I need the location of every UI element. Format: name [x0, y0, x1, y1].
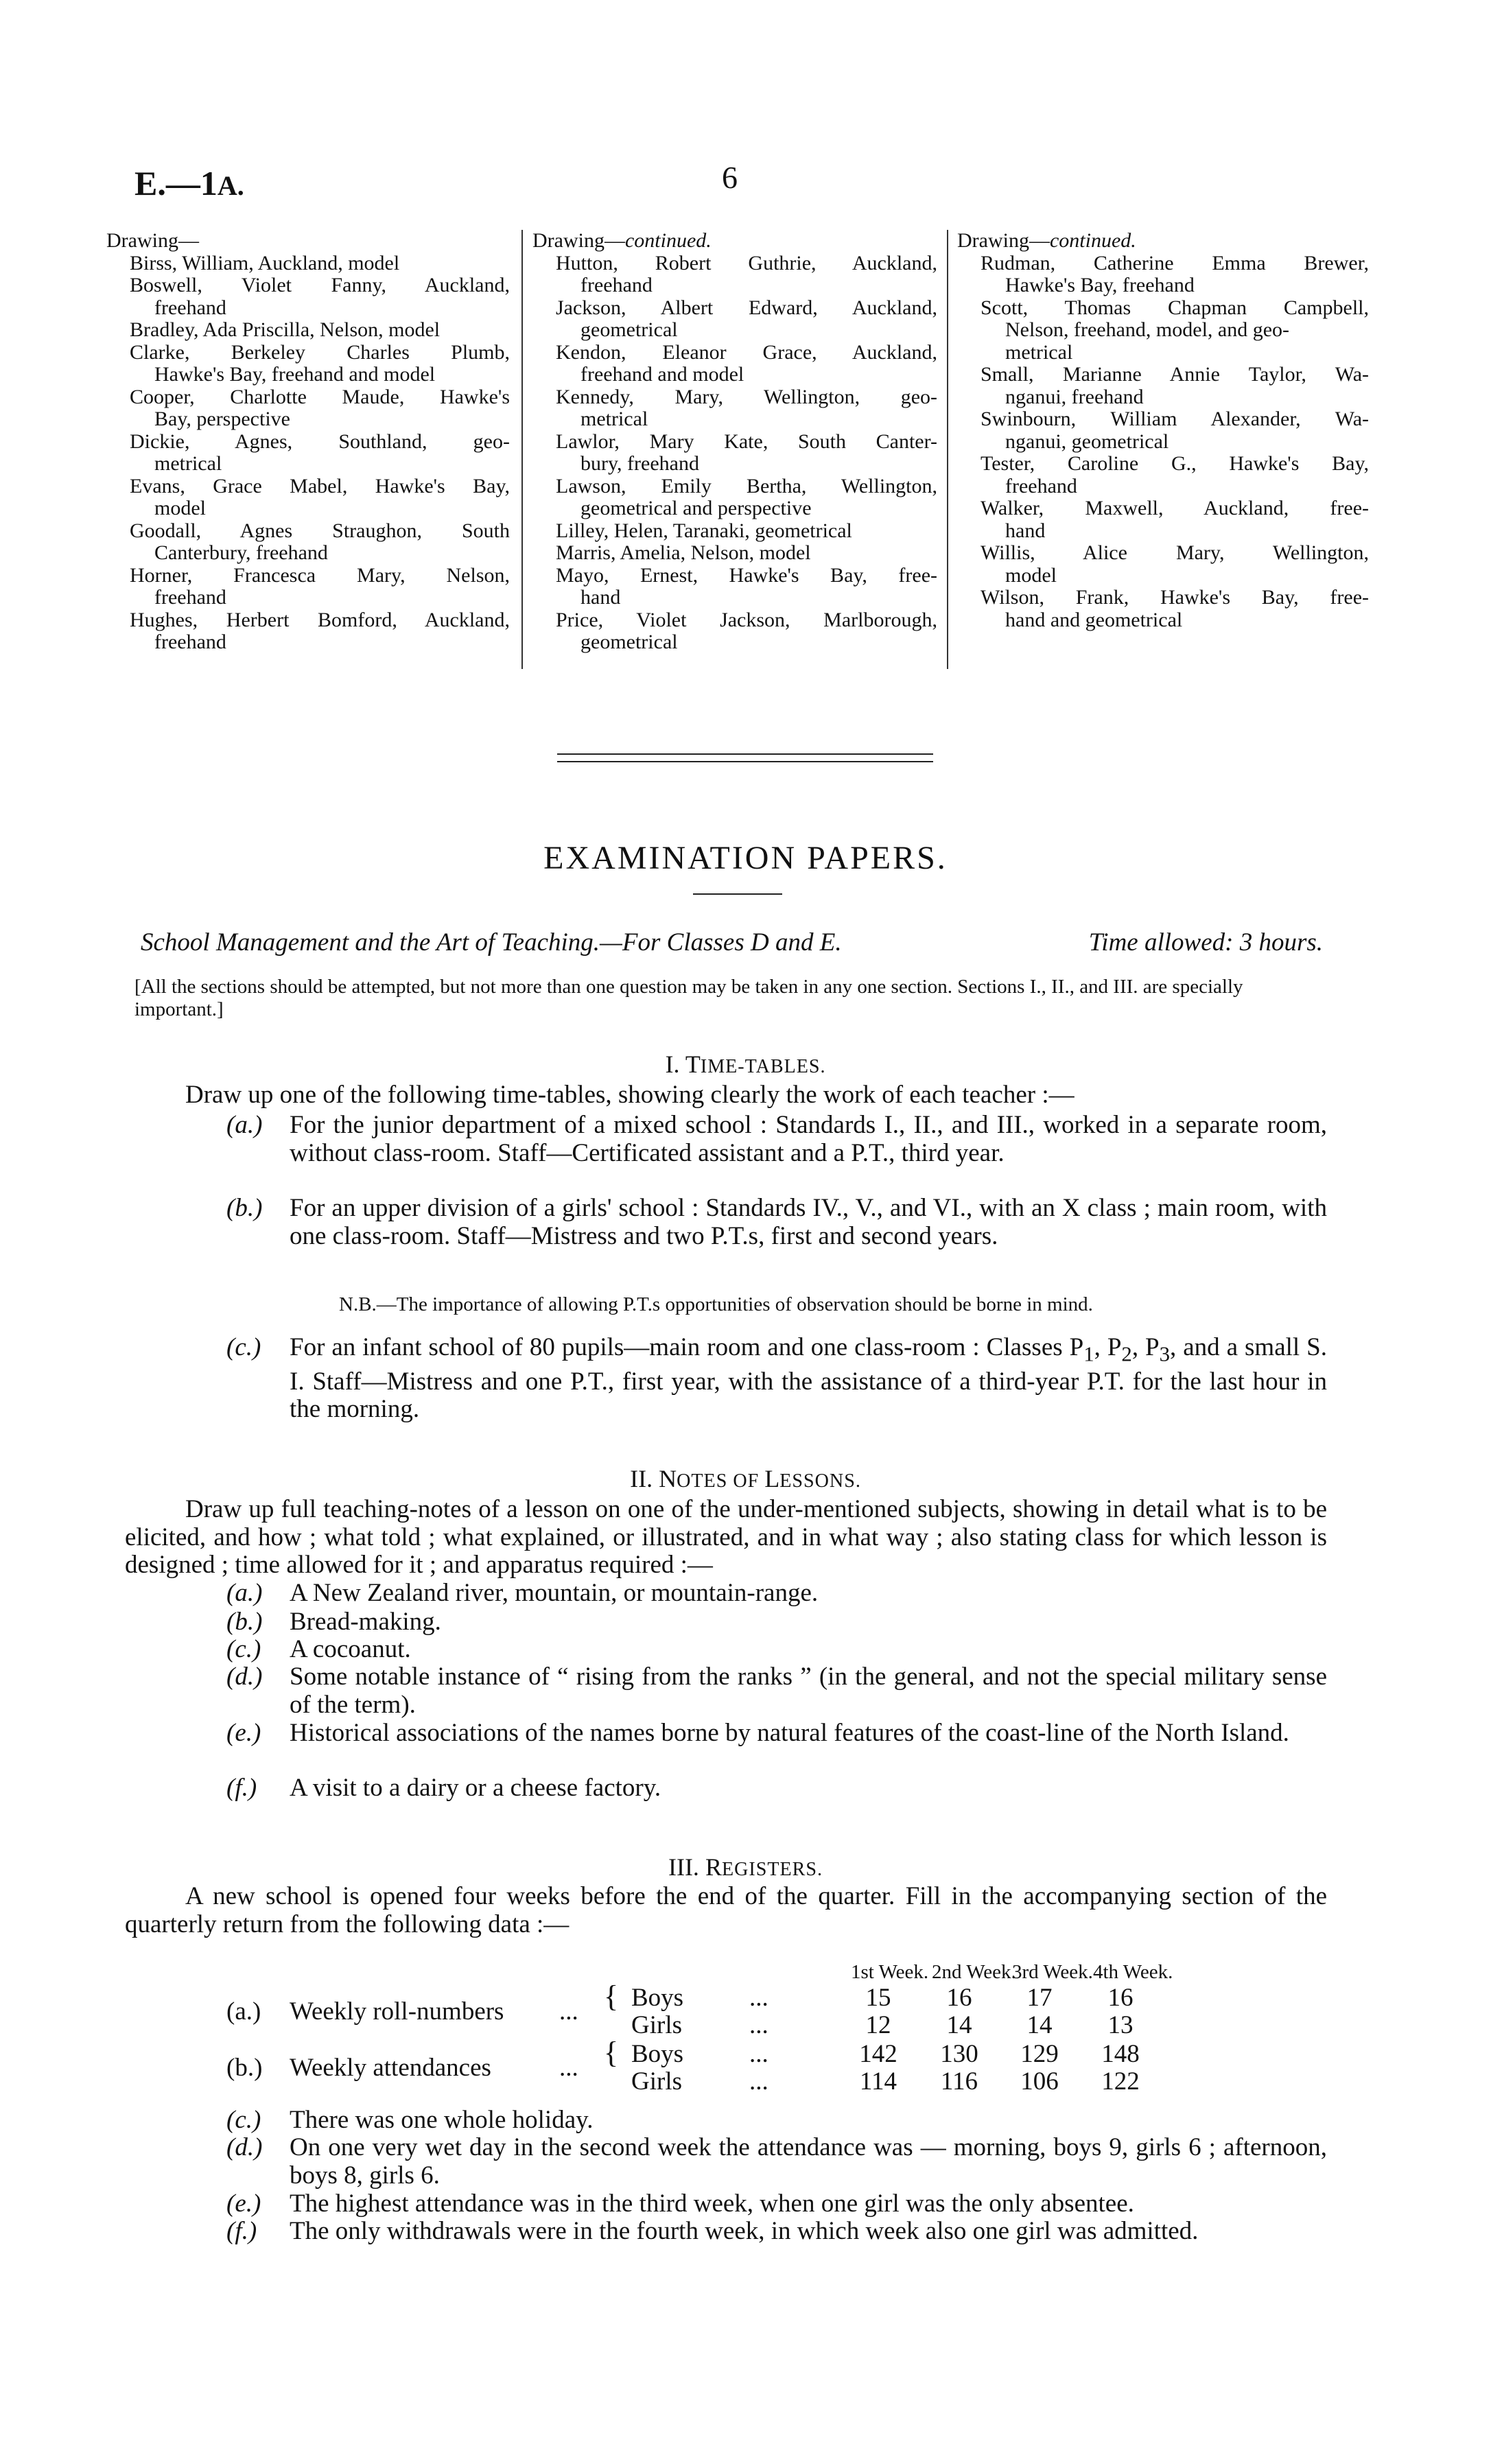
row-girls-label: Girls	[631, 2011, 682, 2039]
time-allowed: Time allowed: 3 hours.	[1088, 928, 1323, 957]
entries	[106, 253, 510, 654]
section-heading-notes-of-lessons: II. NOTES OF LESSONS.	[630, 1465, 861, 1492]
row-dots: ...	[749, 2040, 768, 2068]
data-item: (d.) On one very wet day in the second week the attendance was — morning, boys 9, girls 6 ; afternoon, boys 8, girls 6.	[226, 2133, 1327, 2190]
table-cell-girls: 12	[865, 2011, 891, 2039]
table-cell-boys: 16	[1107, 1984, 1134, 2012]
table-cell-boys: 15	[865, 1984, 891, 2012]
drawing-list-entry: Rudman, Catherine Emma Brewer, Hawke's Bay, freehand	[981, 251, 1369, 296]
drawing-list-entry: Willis, Alice Mary, Wellington, model	[981, 541, 1369, 587]
nota-bene: N.B.—The importance of allowing P.T.s opportunities of observation should be borne in mind.	[339, 1293, 1093, 1315]
table-cell-girls: 106	[1020, 2067, 1059, 2096]
column-heading: Drawing—	[106, 229, 199, 252]
drawing-list-entry: Clarke, Berkeley Charles Plumb, Hawke's Bay, freehand and model	[130, 340, 510, 386]
table-cell-boys: 148	[1101, 2040, 1140, 2068]
drawing-list-entry: Goodall, Agnes Straughon, South Canterbury, freehand	[130, 519, 510, 564]
table-column-header: 3rd Week.	[1012, 1961, 1093, 1983]
question-item: (b.) For an upper division of a girls' school : Standards IV., V., and VI., with an X class ; main room, with one class-room. Staff—Mistress and two P.T.s, first and second years.	[226, 1194, 1327, 1250]
row-girls-label: Girls	[631, 2067, 682, 2096]
drawing-list-column-2	[532, 230, 937, 654]
row-name: Weekly roll-numbers	[290, 1997, 504, 2026]
title-underline	[693, 893, 782, 895]
table-cell-boys: 16	[946, 1984, 972, 2012]
column-divider	[947, 230, 948, 669]
table-cell-girls: 116	[940, 2067, 978, 2096]
subject-name: School Management and the Art of Teaching.—For Classes D and E.	[141, 928, 842, 957]
drawing-list-entry: Marris, Amelia, Nelson, model	[556, 541, 811, 564]
subject-line	[141, 928, 1323, 957]
brace: {	[604, 1980, 619, 2013]
page-number: 6	[722, 160, 738, 195]
document-reference: E.—1A.	[134, 164, 244, 202]
row-boys-label: Boys	[631, 1984, 684, 2012]
entries	[957, 253, 1369, 632]
table-cell-boys: 130	[940, 2040, 978, 2068]
drawing-list-entry: Wilson, Frank, Hawke's Bay, free- hand and geometrical	[981, 586, 1369, 631]
row-dots: ...	[749, 2011, 768, 2039]
entries	[532, 253, 937, 654]
drawing-list-column-1	[106, 230, 510, 654]
drawing-list-entry: Small, Marianne Annie Taylor, Wa- nganui, freehand	[981, 363, 1369, 408]
drawing-list-entry: Jackson, Albert Edward, Auckland, geometrical	[556, 296, 937, 341]
drawing-list-entry: Hughes, Herbert Bomford, Auckland, freehand	[130, 608, 510, 653]
table-column-header: 1st Week.	[851, 1961, 929, 1983]
row-name: Weekly attendances	[290, 2054, 491, 2082]
question-item: (c.) A cocoanut.	[226, 1635, 411, 1663]
row-label: (a.)	[226, 1997, 261, 2026]
section-intro: A new school is opened four weeks before the end of the quarter. Fill in the accompanying section of the quarterly return from the following data :—	[125, 1882, 1327, 1938]
drawing-list-column-3	[957, 230, 1369, 631]
table-cell-girls: 13	[1107, 2011, 1134, 2039]
drawing-list-entry: Tester, Caroline G., Hawke's Bay, freehand	[981, 452, 1369, 497]
row-dots: ...	[559, 2054, 578, 2082]
table-cell-girls: 114	[859, 2067, 897, 2096]
drawing-list-entry: Swinbourn, William Alexander, Wa- nganui, geometrical	[981, 408, 1369, 453]
table-cell-girls: 122	[1101, 2067, 1140, 2096]
column-divider	[521, 230, 523, 669]
drawing-list-entry: Horner, Francesca Mary, Nelson, freehand	[130, 563, 510, 609]
drawing-list-entry: Kendon, Eleanor Grace, Auckland, freehand and model	[556, 340, 937, 386]
column-heading: Drawing—continued.	[532, 229, 712, 252]
drawing-list-entry: Walker, Maxwell, Auckland, free- hand	[981, 497, 1369, 542]
drawing-list-entry: Evans, Grace Mabel, Hawke's Bay, model	[130, 474, 510, 519]
row-boys-label: Boys	[631, 2040, 684, 2068]
table-column-header: 4th Week.	[1093, 1961, 1173, 1983]
data-item: (f.) The only withdrawals were in the fourth week, in which week also one girl was admitted.	[226, 2217, 1199, 2245]
drawing-list-entry: Scott, Thomas Chapman Campbell, Nelson, freehand, model, and geo-	[981, 296, 1369, 341]
question-item: (a.) A New Zealand river, mountain, or mountain-range.	[226, 1579, 819, 1607]
table-cell-boys: 142	[859, 2040, 897, 2068]
drawing-list-entry: Price, Violet Jackson, Marlborough, geometrical	[556, 608, 937, 653]
drawing-list-entry: metrical	[1005, 340, 1073, 364]
table-cell-girls: 14	[1026, 2011, 1053, 2039]
data-item: (e.) The highest attendance was in the third week, when one girl was the only absentee.	[226, 2190, 1134, 2218]
table-cell-boys: 17	[1026, 1984, 1053, 2012]
drawing-list-entry: Mayo, Ernest, Hawke's Bay, free- hand	[556, 563, 937, 609]
question-item: (c.) For an infant school of 80 pupils—main room and one class-room : Classes $P_1$, $P_2$, $P_3$, and a small S. I. Staff—Mistress and one P.T., first year, with the assistance of a third-year P.T. for the last hour in the morning.	[226, 1333, 1327, 1424]
question-item: (e.) Historical associations of the names borne by natural features of the coast-line of the North Island.	[226, 1719, 1289, 1747]
question-item: (b.) Bread-making.	[226, 1608, 441, 1636]
section-intro: Draw up one of the following time-tables, showing clearly the work of each teacher :—	[185, 1081, 1075, 1109]
exam-title: EXAMINATION PAPERS.	[543, 840, 948, 876]
section-divider	[557, 753, 933, 762]
data-item: (c.) There was one whole holiday.	[226, 2106, 594, 2134]
row-dots: ...	[749, 1984, 768, 2012]
drawing-list-entry: Dickie, Agnes, Southland, geo- metrical	[130, 430, 510, 475]
brace: {	[604, 2036, 619, 2069]
table-cell-boys: 129	[1020, 2040, 1059, 2068]
instructions: [All the sections should be attempted, but not more than one question may be taken in any one section. Sections I., II., and III. are specially important.]	[134, 976, 1243, 1020]
table-column-header: 2nd Week.	[932, 1961, 1016, 1983]
drawing-list-entry: Lawlor, Mary Kate, South Canter- bury, freehand	[556, 430, 937, 475]
drawing-list-entry: Kennedy, Mary, Wellington, geo- metrical	[556, 385, 937, 430]
section-heading-time-tables: I. TIME-TABLES.	[665, 1051, 826, 1078]
row-dots: ...	[559, 1997, 578, 2026]
column-heading: Drawing—continued.	[957, 229, 1136, 252]
section-intro: Draw up full teaching-notes of a lesson on one of the under-mentioned subjects, showing in detail what is to be elicited, and how ; what told ; what explained, or illustrated, and in what way ; also stating class for which lesson is designed ; time allowed for it ; and apparatus required :—	[125, 1495, 1327, 1579]
drawing-list-entry: Bradley, Ada Priscilla, Nelson, model	[130, 318, 441, 341]
drawing-list-entry: Cooper, Charlotte Maude, Hawke's Bay, perspective	[130, 385, 510, 430]
row-dots: ...	[749, 2067, 768, 2096]
row-label: (b.)	[226, 2054, 263, 2082]
drawing-list-entry: Birss, William, Auckland, model	[130, 251, 400, 274]
section-heading-registers: III. REGISTERS.	[668, 1853, 823, 1881]
drawing-list-entry: Lawson, Emily Bertha, Wellington, geometrical and perspective	[556, 474, 937, 519]
drawing-list-entry: Boswell, Violet Fanny, Auckland, freehand	[130, 274, 510, 319]
drawing-list-entry: Lilley, Helen, Taranaki, geometrical	[556, 519, 852, 542]
table-cell-girls: 14	[946, 2011, 972, 2039]
question-item: (d.) Some notable instance of “ rising from the ranks ” (in the general, and not the special military sense of the term).	[226, 1663, 1327, 1719]
drawing-list-entry: Hutton, Robert Guthrie, Auckland, freehand	[556, 251, 937, 296]
question-item: (a.) For the junior department of a mixed school : Standards I., II., and III., worked in a separate room, without class-room. Staff—Certificated assistant and a P.T., third year.	[226, 1111, 1327, 1167]
question-item: (f.) A visit to a dairy or a cheese factory.	[226, 1774, 661, 1802]
